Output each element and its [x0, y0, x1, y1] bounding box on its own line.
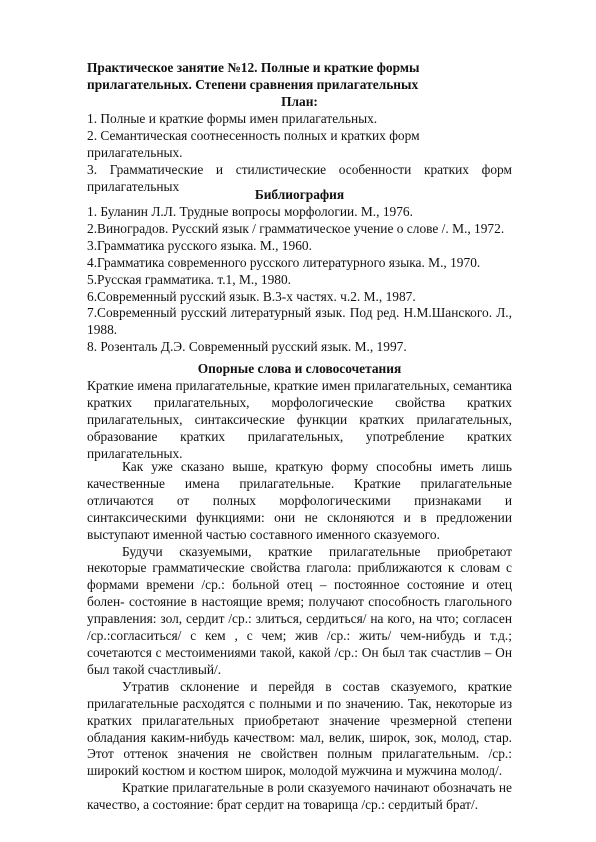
plan-list: [87, 111, 512, 196]
paragraph: Утратив склонение и перейдя в состав сказуемого, краткие прилагательные расходятся с полными и по значению. Так, некоторые из кратких прилагательных приобретают значение чрезмерной степени обладания каким-нибудь качеством: мал, велик, широк, зок, молод, стар. Этот оттенок значения не свойствен полным прилагательным. /ср.: широкий костюм и костюм широк, молодой мужчина и мужчина молод/.: [87, 678, 512, 779]
bibliography-item: 2.Виноградов. Русский язык / грамматическое учение о слове /. М., 1972.: [87, 220, 505, 236]
plan-item: 3. Грамматические и стилистические особенности кратких форм прилагательных: [87, 161, 512, 194]
plan-heading: План:: [281, 94, 318, 109]
keywords-heading: Опорные слова и словосочетания: [197, 361, 402, 376]
keywords-text: Краткие имена прилагательные, краткие имен прилагательных, семантика кратких прилагательных, морфологические свойства кратких прилагательных, синтаксические функции кратких прилагательных, образование кратких прилагательных, употребление кратких прилагательных.: [87, 378, 512, 461]
bibliography-item: 3.Грамматика русского языка. М., 1960.: [87, 237, 312, 253]
paragraph: Краткие прилагательные в роли сказуемого начинают обозначать не качество, а состояние: брат сердит на товарища /ср.: сердитый брат/.: [87, 780, 512, 813]
bibliography-item: 1. Буланин Л.Л. Трудные вопросы морфологии. М., 1976.: [87, 204, 413, 219]
bibliography-item: 6.Современный русский язык. В.3-х частях. ч.2. М., 1987.: [87, 288, 416, 304]
bibliography-item: 4.Грамматика современного русского литературного языка. М., 1970.: [87, 254, 481, 270]
bibliography-item: 8. Розенталь Д.Э. Современный русский язык. М., 1997.: [87, 339, 407, 355]
paragraph: Будучи сказуемыми, краткие прилагательные приобретают некоторые грамматические свойства глагола: приближаются к словам с формами времени /ср.: больной отец – постоянное состояние и отец болен- состояние в настоящие время; получают способность глагольного управления: зол, сердит /ср.: злиться, сердиться/ на кого, на что; согласен /ср.:согласиться/ с кем , с чем; жив /ср.: жить/ чем-нибудь и т.д.; сочетаются с местоимениями такой, какой /ср.: Он был так счастлив – Он был такой счастливый/.: [87, 543, 512, 677]
bibliography-list: [87, 204, 512, 356]
bibliography-heading: Библиография: [254, 187, 345, 202]
bibliography-item: 7.Современный русский литературный язык. Под ред. Н.М.Шанского. Л., 1988.: [87, 305, 512, 338]
body-text: [87, 459, 512, 814]
plan-item: 1. Полные и краткие формы имен прилагательных.: [87, 111, 378, 126]
paragraph: Как уже сказано выше, краткую форму способны иметь лишь качественные имена прилагательные. Краткие прилагательные отличаются от полных морфологическими признаками и синтаксическими функциями: они не склоняются и в предложении выступают именной частью составного именного сказуемого.: [87, 459, 512, 542]
page-title: Практическое занятие №12. Полные и краткие формы прилагательных. Степени сравнения прилагательных: [87, 60, 420, 92]
bibliography-item: 5.Русская грамматика. т.1, М., 1980.: [87, 271, 292, 287]
plan-item: 2. Семантическая соотнесенность полных и кратких форм прилагательных.: [87, 127, 420, 160]
